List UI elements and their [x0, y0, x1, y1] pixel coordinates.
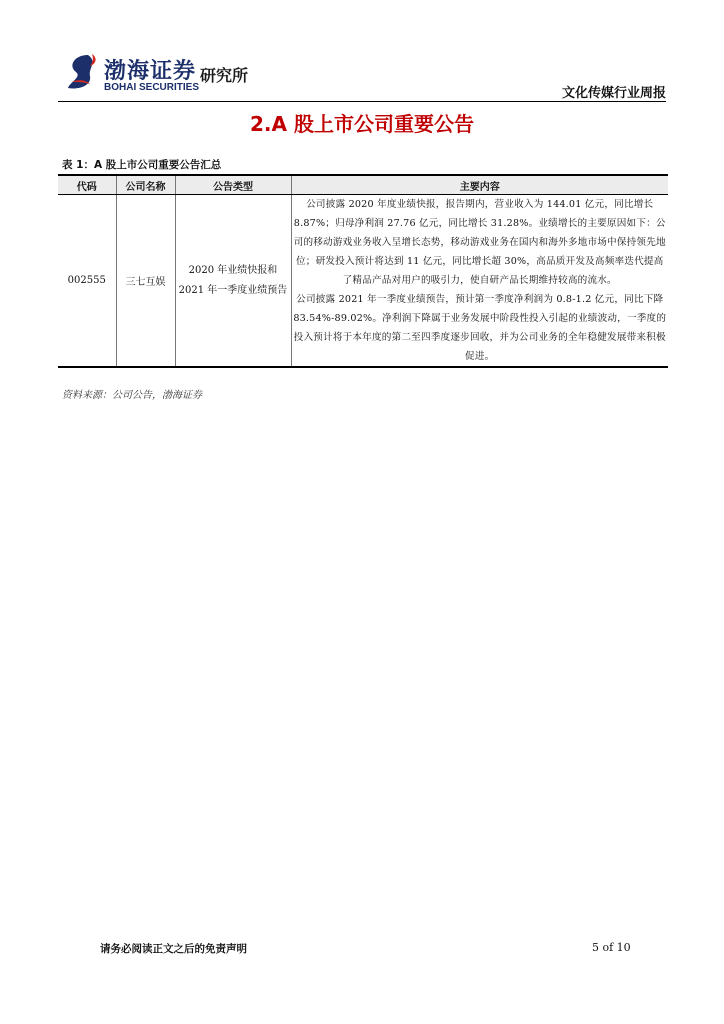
- logo-name-en: BOHAI SECURITIES: [104, 82, 200, 93]
- header-divider: [58, 101, 666, 102]
- content-paragraph: 公司披露 2020 年度业绩快报，报告期内，营业收入为 144.01 亿元，同比增长 8.87%；归母净利润 27.76 亿元，同比增长 31.28%。业绩增长的主要原因如下：公司的移动游戏业务收入呈增长态势，移动游戏业务在国内和海外多地市场中保持领先地位；研发投入预计将达到 11 亿元，同比增长超 30%，高品质开发及高频率迭代提高了精品产品对用户的吸引力，使自研产品长期维持较高的流水。: [293, 199, 666, 286]
- page-number: 5 of 10: [592, 941, 631, 954]
- bohai-logo-icon: [66, 52, 100, 92]
- bohai-logo: [66, 52, 256, 98]
- cell-content: [291, 195, 668, 368]
- table-caption: 表 1：A 股上市公司重要公告汇总: [62, 159, 222, 171]
- announcement-table: [58, 174, 668, 368]
- cell-type: 2020 年业绩快报和 2021 年一季度业绩预告: [175, 195, 291, 368]
- column-header-type: 公告类型: [175, 175, 291, 195]
- content-paragraph: 公司披露 2021 年一季度业绩预告，预计第一季度净利润为 0.8-1.2 亿元，同比下降 83.54%-89.02%。净利润下降属于业务发展中阶段性投入引起的业绩波动，一季度的投入预计将于本年度的第二至四季度逐步回收，并为公司业务的全年稳健发展带来积极促进。: [293, 294, 667, 362]
- column-header-content: 主要内容: [291, 175, 668, 195]
- column-header-company: 公司名称: [116, 175, 175, 195]
- table-source: 资料来源：公司公告，渤海证券: [62, 390, 202, 401]
- report-type: 文化传媒行业周报: [561, 86, 666, 101]
- column-header-code: 代码: [58, 175, 116, 195]
- table-row: [58, 195, 668, 368]
- cell-company: 三七互娱: [116, 195, 175, 368]
- cell-code: 002555: [58, 195, 116, 368]
- table-header-row: [58, 175, 668, 195]
- logo-name-cn: 渤海证券: [104, 59, 197, 84]
- logo-institute: 研究所: [200, 66, 249, 85]
- section-title: 2.A 股上市公司重要公告: [250, 112, 474, 136]
- footer-disclaimer: 请务必阅读正文之后的免责声明: [100, 943, 247, 955]
